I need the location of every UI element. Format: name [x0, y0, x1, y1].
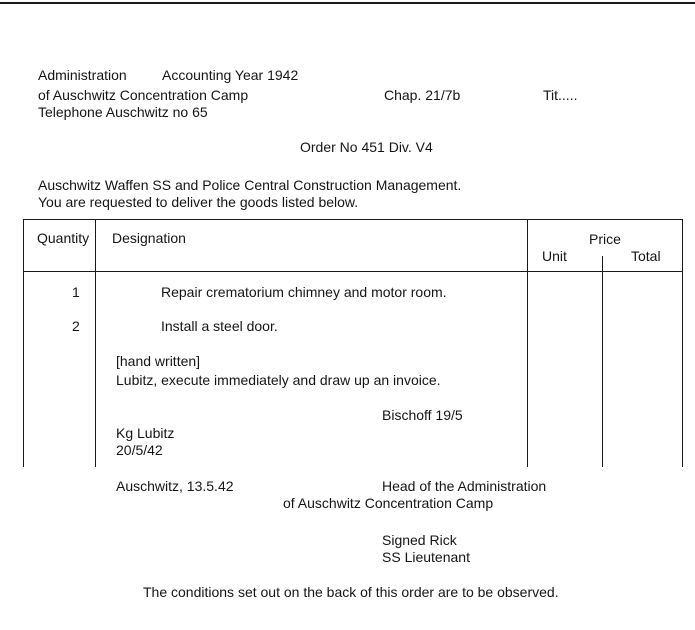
head-line2: of Auschwitz Concentration Camp — [283, 495, 494, 511]
col-price: Price — [589, 231, 621, 247]
tit-field: Tit..... — [543, 87, 578, 103]
col-total: Total — [631, 248, 661, 264]
place-date: Auschwitz, 13.5.42 — [116, 478, 234, 494]
unit-col-rule — [602, 256, 603, 467]
col-unit: Unit — [542, 248, 567, 264]
signer-rank: SS Lieutenant — [382, 549, 470, 565]
designation-col-rule — [527, 219, 528, 467]
item-quantity: 1 — [72, 284, 80, 300]
table-left-rule — [23, 219, 24, 467]
kg-lubitz: Kg Lubitz — [116, 425, 175, 441]
admin-line2: of Auschwitz Concentration Camp — [38, 87, 249, 103]
recipient-line1: Auschwitz Waffen SS and Police Central Construction Management. — [38, 177, 462, 193]
item-designation: Install a steel door. — [161, 318, 278, 334]
recipient-line2: You are requested to deliver the goods listed below. — [38, 194, 359, 210]
conditions-note: The conditions set out on the back of this order are to be observed. — [143, 584, 559, 600]
table-top-rule — [23, 219, 683, 220]
order-number: Order No 451 Div. V4 — [300, 139, 433, 155]
telephone: Telephone Auschwitz no 65 — [38, 104, 208, 120]
top-border — [0, 2, 695, 4]
table-header-rule — [23, 271, 683, 272]
item-designation: Repair crematorium chimney and motor room. — [161, 284, 447, 300]
handwritten-note: Lubitz, execute immediately and draw up an invoice. — [116, 372, 441, 388]
bischoff-signature: Bischoff 19/5 — [382, 407, 463, 423]
col-quantity: Quantity — [37, 230, 90, 246]
head-line1: Head of the Administration — [382, 478, 547, 494]
kg-date: 20/5/42 — [116, 442, 163, 458]
table-right-rule — [682, 219, 683, 467]
admin-line1: Administration — [38, 67, 127, 83]
item-quantity: 2 — [72, 318, 80, 334]
accounting-year: Accounting Year 1942 — [162, 67, 299, 83]
signed-by: Signed Rick — [382, 532, 457, 548]
col-designation: Designation — [112, 230, 186, 246]
chap-number: Chap. 21/7b — [384, 87, 461, 103]
quantity-col-rule — [95, 219, 96, 467]
handwritten-label: [hand written] — [116, 353, 201, 369]
